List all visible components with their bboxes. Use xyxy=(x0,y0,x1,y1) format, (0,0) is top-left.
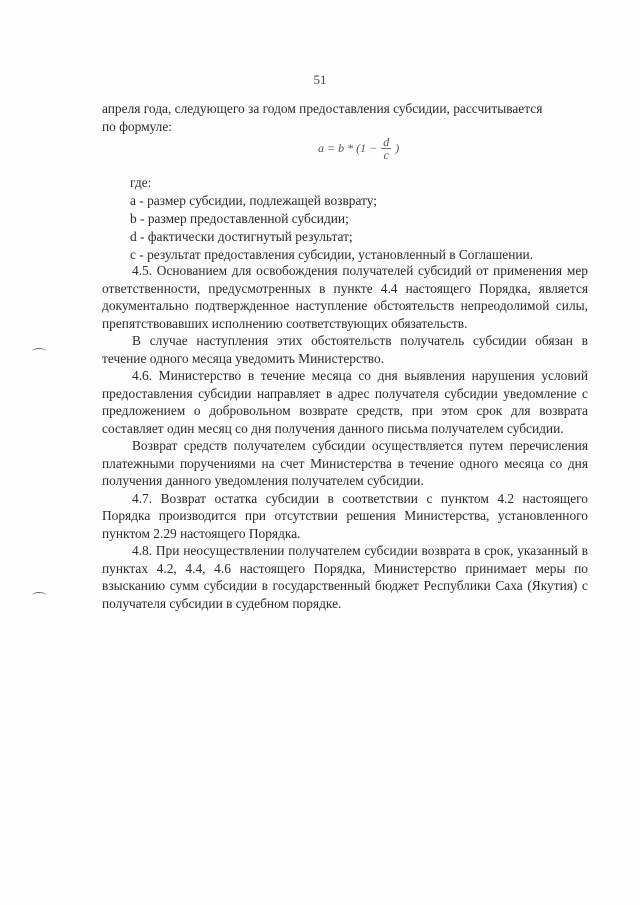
formula-lhs: a = b * (1 − xyxy=(318,141,378,155)
paragraph-4-6: 4.6. Министерство в течение месяца со дня выявления нарушения условий предоставления субсидии направляет в адрес получателя субсидии уведомление с предложением о добровольном возврате средств, при этом срок для возврата составляет один месяц со дня получения данного письма получателем субсидии. xyxy=(102,368,588,436)
paragraph-refund: Возврат средств получателем субсидии осуществляется путем перечисления платежными поручениями на счет Министерства в течение одного месяца со дня получения данного уведомления получателем субсидии. xyxy=(102,438,588,488)
definition-item: c - результат предоставления субсидии, установленный в Соглашении. xyxy=(130,247,534,262)
intro-text xyxy=(102,100,588,135)
intro-line: по формуле: xyxy=(102,118,172,134)
formula xyxy=(318,136,399,161)
paragraph-force-majeure: В случае наступления этих обстоятельств получатель субсидии обязан в течение одного месяца уведомить Министерство. xyxy=(102,333,588,366)
hole-punch-mark xyxy=(32,592,46,599)
page-number: 51 xyxy=(313,72,327,87)
definitions-list xyxy=(130,174,590,264)
formula-rhs: ) xyxy=(395,141,400,155)
formula-denominator: c xyxy=(383,148,389,162)
formula-numerator: d xyxy=(383,135,390,149)
definition-item: где: xyxy=(130,175,152,190)
definition-item: b - размер предоставленной субсидии; xyxy=(130,211,349,226)
paragraph-4-8: 4.8. При неосуществлении получателем субсидии возврата в срок, указанный в пунктах 4.2, 4.4, 4.6 настоящего Порядка, Министерство принимает меры по взысканию сумм субсидии в государственный бюджет Республики Саха (Якутия) с получателя субсидии в судебном порядке. xyxy=(102,543,588,611)
intro-line: апреля года, следующего за годом предоставления субсидии, рассчитывается xyxy=(102,101,543,116)
hole-punch-mark xyxy=(32,348,46,355)
body-text xyxy=(102,262,588,612)
paragraph-4-7: 4.7. Возврат остатка субсидии в соответствии с пунктом 4.2 настоящего Порядка производится при отсутствии решения Министерства, установленного пунктом 2.29 настоящего Порядка. xyxy=(102,490,588,541)
definition-item: a - размер субсидии, подлежащей возврату; xyxy=(130,193,377,208)
paragraph-4-5: 4.5. Основанием для освобождения получателей субсидий от применения мер ответственности, предусмотренных в пункте 4.4 настоящего Порядка, является документально подтвержденное наступление обстоятельств непреодолимой силы, препятствовавших исполнению соответствующих обязательств. xyxy=(102,263,588,331)
definition-item: d - фактически достигнутый результат; xyxy=(130,229,353,244)
formula-fraction xyxy=(381,136,391,161)
